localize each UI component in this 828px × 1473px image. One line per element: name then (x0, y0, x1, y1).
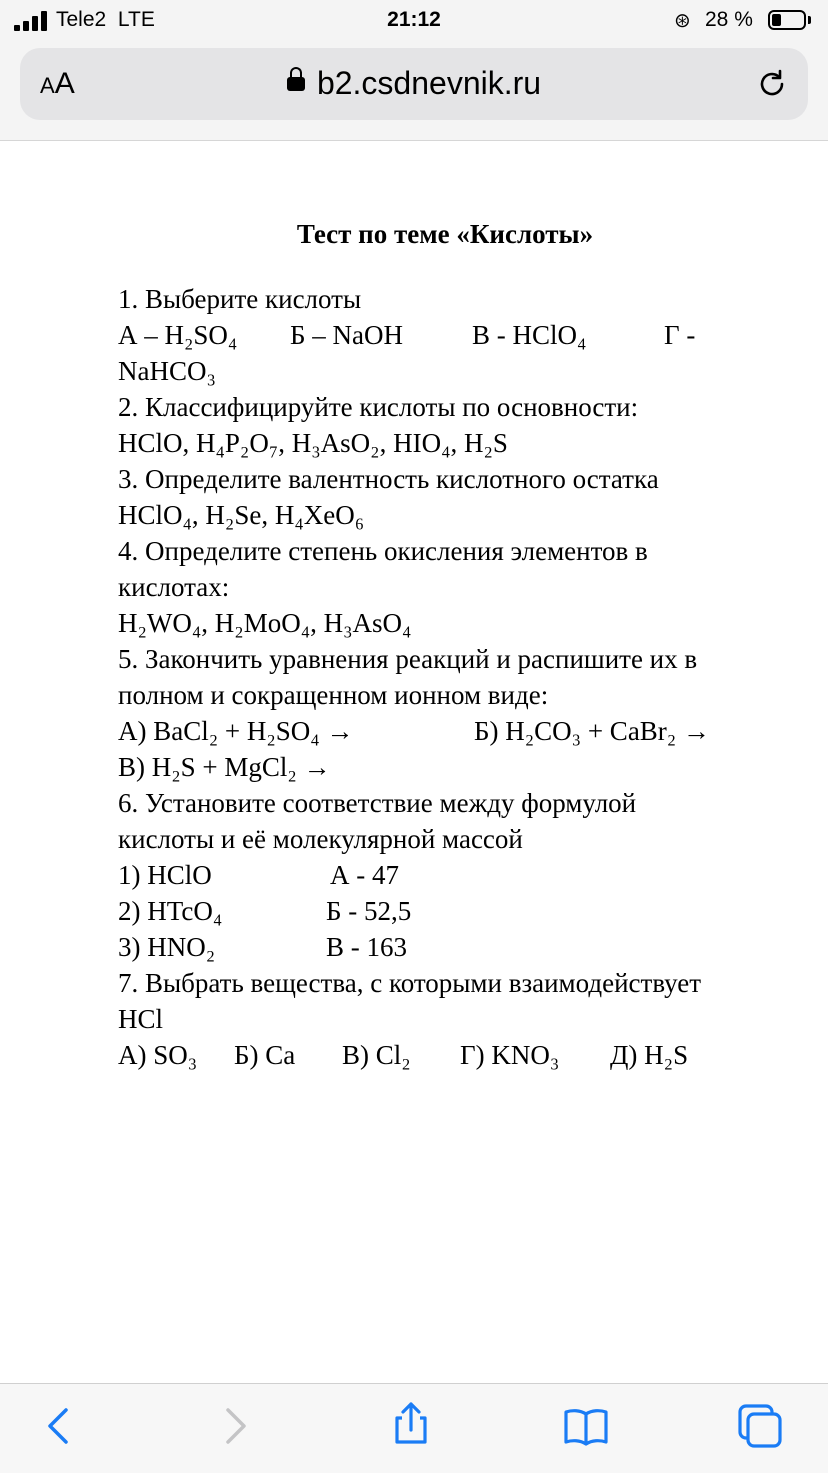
tabs-icon[interactable] (736, 1402, 784, 1450)
q6-formula-3: 3) HNO₂ (118, 932, 216, 962)
status-bar (0, 0, 828, 44)
address-bar[interactable] (20, 48, 808, 120)
q2-text: 2. Классифицируйте кислоты по основности: (118, 392, 639, 422)
q1-text: 1. Выберите кислоты (118, 284, 362, 314)
browser-toolbar (0, 1383, 828, 1473)
q1-option-a: А – H₂SO₄ (118, 320, 238, 350)
q1-option-d: Г - (664, 320, 696, 350)
text-size-button[interactable]: AA (40, 67, 75, 100)
q6-formula-1: 1) HClO (118, 860, 212, 890)
q3-text: 3. Определите валентность кислотного остатка (118, 464, 659, 494)
battery-tip (808, 16, 811, 24)
chevron-right-icon[interactable] (212, 1404, 256, 1448)
reload-icon[interactable] (756, 68, 788, 100)
q6-mass-a: А - 47 (330, 860, 399, 890)
q4-text-1: 4. Определите степень окисления элементов в (118, 536, 648, 566)
carrier-name: Tele2 (56, 8, 107, 31)
q5-equation-c: В) H₂S + MgCl₂ → (118, 752, 331, 782)
q1-option-d-formula: NaHCO₃ (118, 356, 216, 386)
battery-icon (768, 10, 806, 30)
q6-formula-2: 2) HTcO₄ (118, 896, 223, 926)
page-title: Тест по теме «Кислоты» (296, 219, 594, 249)
book-icon[interactable] (562, 1404, 610, 1448)
q7-option-a: А) SO₃ (118, 1040, 198, 1070)
q1-options (118, 317, 768, 353)
network-type: LTE (117, 8, 155, 31)
q7-option-b: Б) Ca (234, 1040, 296, 1070)
q5-text-1: 5. Закончить уравнения реакций и распишите их в (118, 644, 698, 674)
q6-row (118, 929, 768, 965)
chevron-left-icon[interactable] (38, 1404, 82, 1448)
q6-row (118, 857, 768, 893)
q4-text-2: кислотах: (118, 572, 230, 602)
q5-equation-b: Б) H₂CO₃ + CaBr₂ → (474, 716, 710, 746)
q1-option-c: В - HClO₄ (472, 320, 587, 350)
q1-option-b: Б – NaOH (290, 320, 403, 350)
q7-options (118, 1037, 768, 1073)
q6-mass-b: Б - 52,5 (326, 896, 412, 926)
q5-equation-a: А) BaCl₂ + H₂SO₄ → (118, 716, 354, 746)
clock: 21:12 (387, 8, 441, 31)
q7-text-1: 7. Выбрать вещества, с которыми взаимодействует (118, 968, 702, 998)
rotation-lock-icon: ⊛ (674, 10, 691, 32)
test-questions (118, 281, 768, 1073)
url-field[interactable] (20, 65, 808, 102)
q4-formulas: H₂WO₄, H₂MoO₄, H₃AsO₄ (118, 608, 412, 638)
url-text: b2.csdnevnik.ru (316, 65, 542, 101)
battery-percent: 28 % (705, 8, 753, 31)
q7-text-2: HCl (118, 1004, 164, 1034)
q7-option-d: Г) KNO₃ (460, 1040, 560, 1070)
lock-icon (287, 77, 305, 91)
q6-mass-c: В - 163 (326, 932, 407, 962)
q5-text-2: полном и сокращенном ионном виде: (118, 680, 549, 710)
q2-formulas: HClO, H₄P₂O₇, H₃AsO₂, HIO₄, H₂S (118, 428, 508, 458)
q6-row (118, 893, 768, 929)
q7-option-c: В) Cl₂ (342, 1040, 411, 1070)
share-icon[interactable] (388, 1400, 434, 1446)
document-page (0, 141, 828, 1383)
browser-chrome (0, 44, 828, 141)
q6-text-2: кислоты и её молекулярной массой (118, 824, 523, 854)
q3-formulas: HClO₄, H₂Se, H₄XeO₆ (118, 500, 365, 530)
q7-option-e: Д) H₂S (610, 1040, 689, 1070)
q5-equations-ab (118, 713, 768, 749)
q6-text-1: 6. Установите соответствие между формулой (118, 788, 637, 818)
